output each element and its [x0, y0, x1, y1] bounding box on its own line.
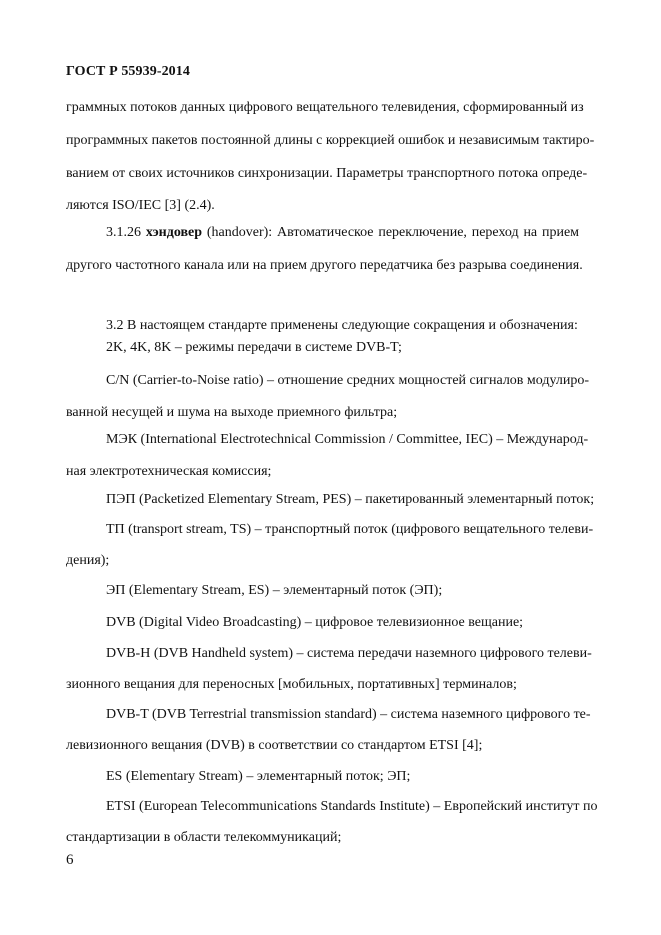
- text-line: стандартизации в области телекоммуникаций;: [66, 830, 342, 845]
- abbreviation-entry: C/N (Carrier-to-Noise ratio) – отношение средних мощностей сигналов модулиро-: [106, 373, 590, 388]
- text-line: зионного вещания для переносных [мобильных, портативных] терминалов;: [66, 677, 517, 692]
- abbreviation-entry: DVB (Digital Video Broadcasting) – цифровое телевизионное вещание;: [106, 615, 524, 630]
- text-line: ная электротехническая комиссия;: [66, 464, 272, 479]
- definition-number: 3.1.26: [106, 225, 141, 240]
- text-line: программных пакетов постоянной длины с коррекцией ошибок и независимым тактиро-: [66, 133, 595, 148]
- text-line: левизионного вещания (DVB) в соответствии со стандартом ETSI [4];: [66, 738, 483, 753]
- abbreviation-entry: ЭП (Elementary Stream, ES) – элементарный поток (ЭП);: [106, 583, 443, 598]
- text-line: ванием от своих источников синхронизации. Параметры транспортного потока опреде-: [66, 166, 588, 181]
- abbreviation-entry: DVB-T (DVB Terrestrial transmission standard) – система наземного цифрового те-: [106, 707, 591, 722]
- text-line: граммных потоков данных цифрового вещательного телевидения, сформированный из: [66, 100, 584, 115]
- abbreviation-entry: МЭК (International Electrotechnical Commission / Committee, IEC) – Международ-: [106, 432, 589, 447]
- text-line: ванной несущей и шума на выходе приемного фильтра;: [66, 405, 398, 420]
- abbreviation-entry: ПЭП (Packetized Elementary Stream, PES) – пакетированный элементарный поток;: [106, 492, 595, 507]
- abbreviation-entry: 2K, 4K, 8K – режимы передачи в системе DVB-T;: [106, 340, 402, 355]
- definition-term: хэндовер: [145, 225, 203, 240]
- page-number: 6: [66, 852, 74, 868]
- definition-text: (handover): Автоматическое переключение, переход на прием: [206, 225, 580, 240]
- text-line: другого частотного канала или на прием другого передатчика без разрыва соединения.: [66, 258, 583, 273]
- abbreviation-entry: ES (Elementary Stream) – элементарный поток; ЭП;: [106, 769, 411, 784]
- abbreviation-entry: DVB-H (DVB Handheld system) – система передачи наземного цифрового телеви-: [106, 646, 592, 661]
- abbreviation-entry: ETSI (European Telecommunications Standards Institute) – Европейский институт по: [106, 799, 598, 814]
- text-line: ляются ISO/IEC [3] (2.4).: [66, 198, 215, 213]
- section-intro: 3.2 В настоящем стандарте применены следующие сокращения и обозначения:: [106, 318, 578, 333]
- text-line: дения);: [66, 553, 110, 568]
- abbreviation-entry: ТП (transport stream, TS) – транспортный поток (цифрового вещательного телеви-: [106, 522, 594, 537]
- standard-header: ГОСТ Р 55939-2014: [66, 64, 190, 79]
- definition-handover: [106, 224, 579, 241]
